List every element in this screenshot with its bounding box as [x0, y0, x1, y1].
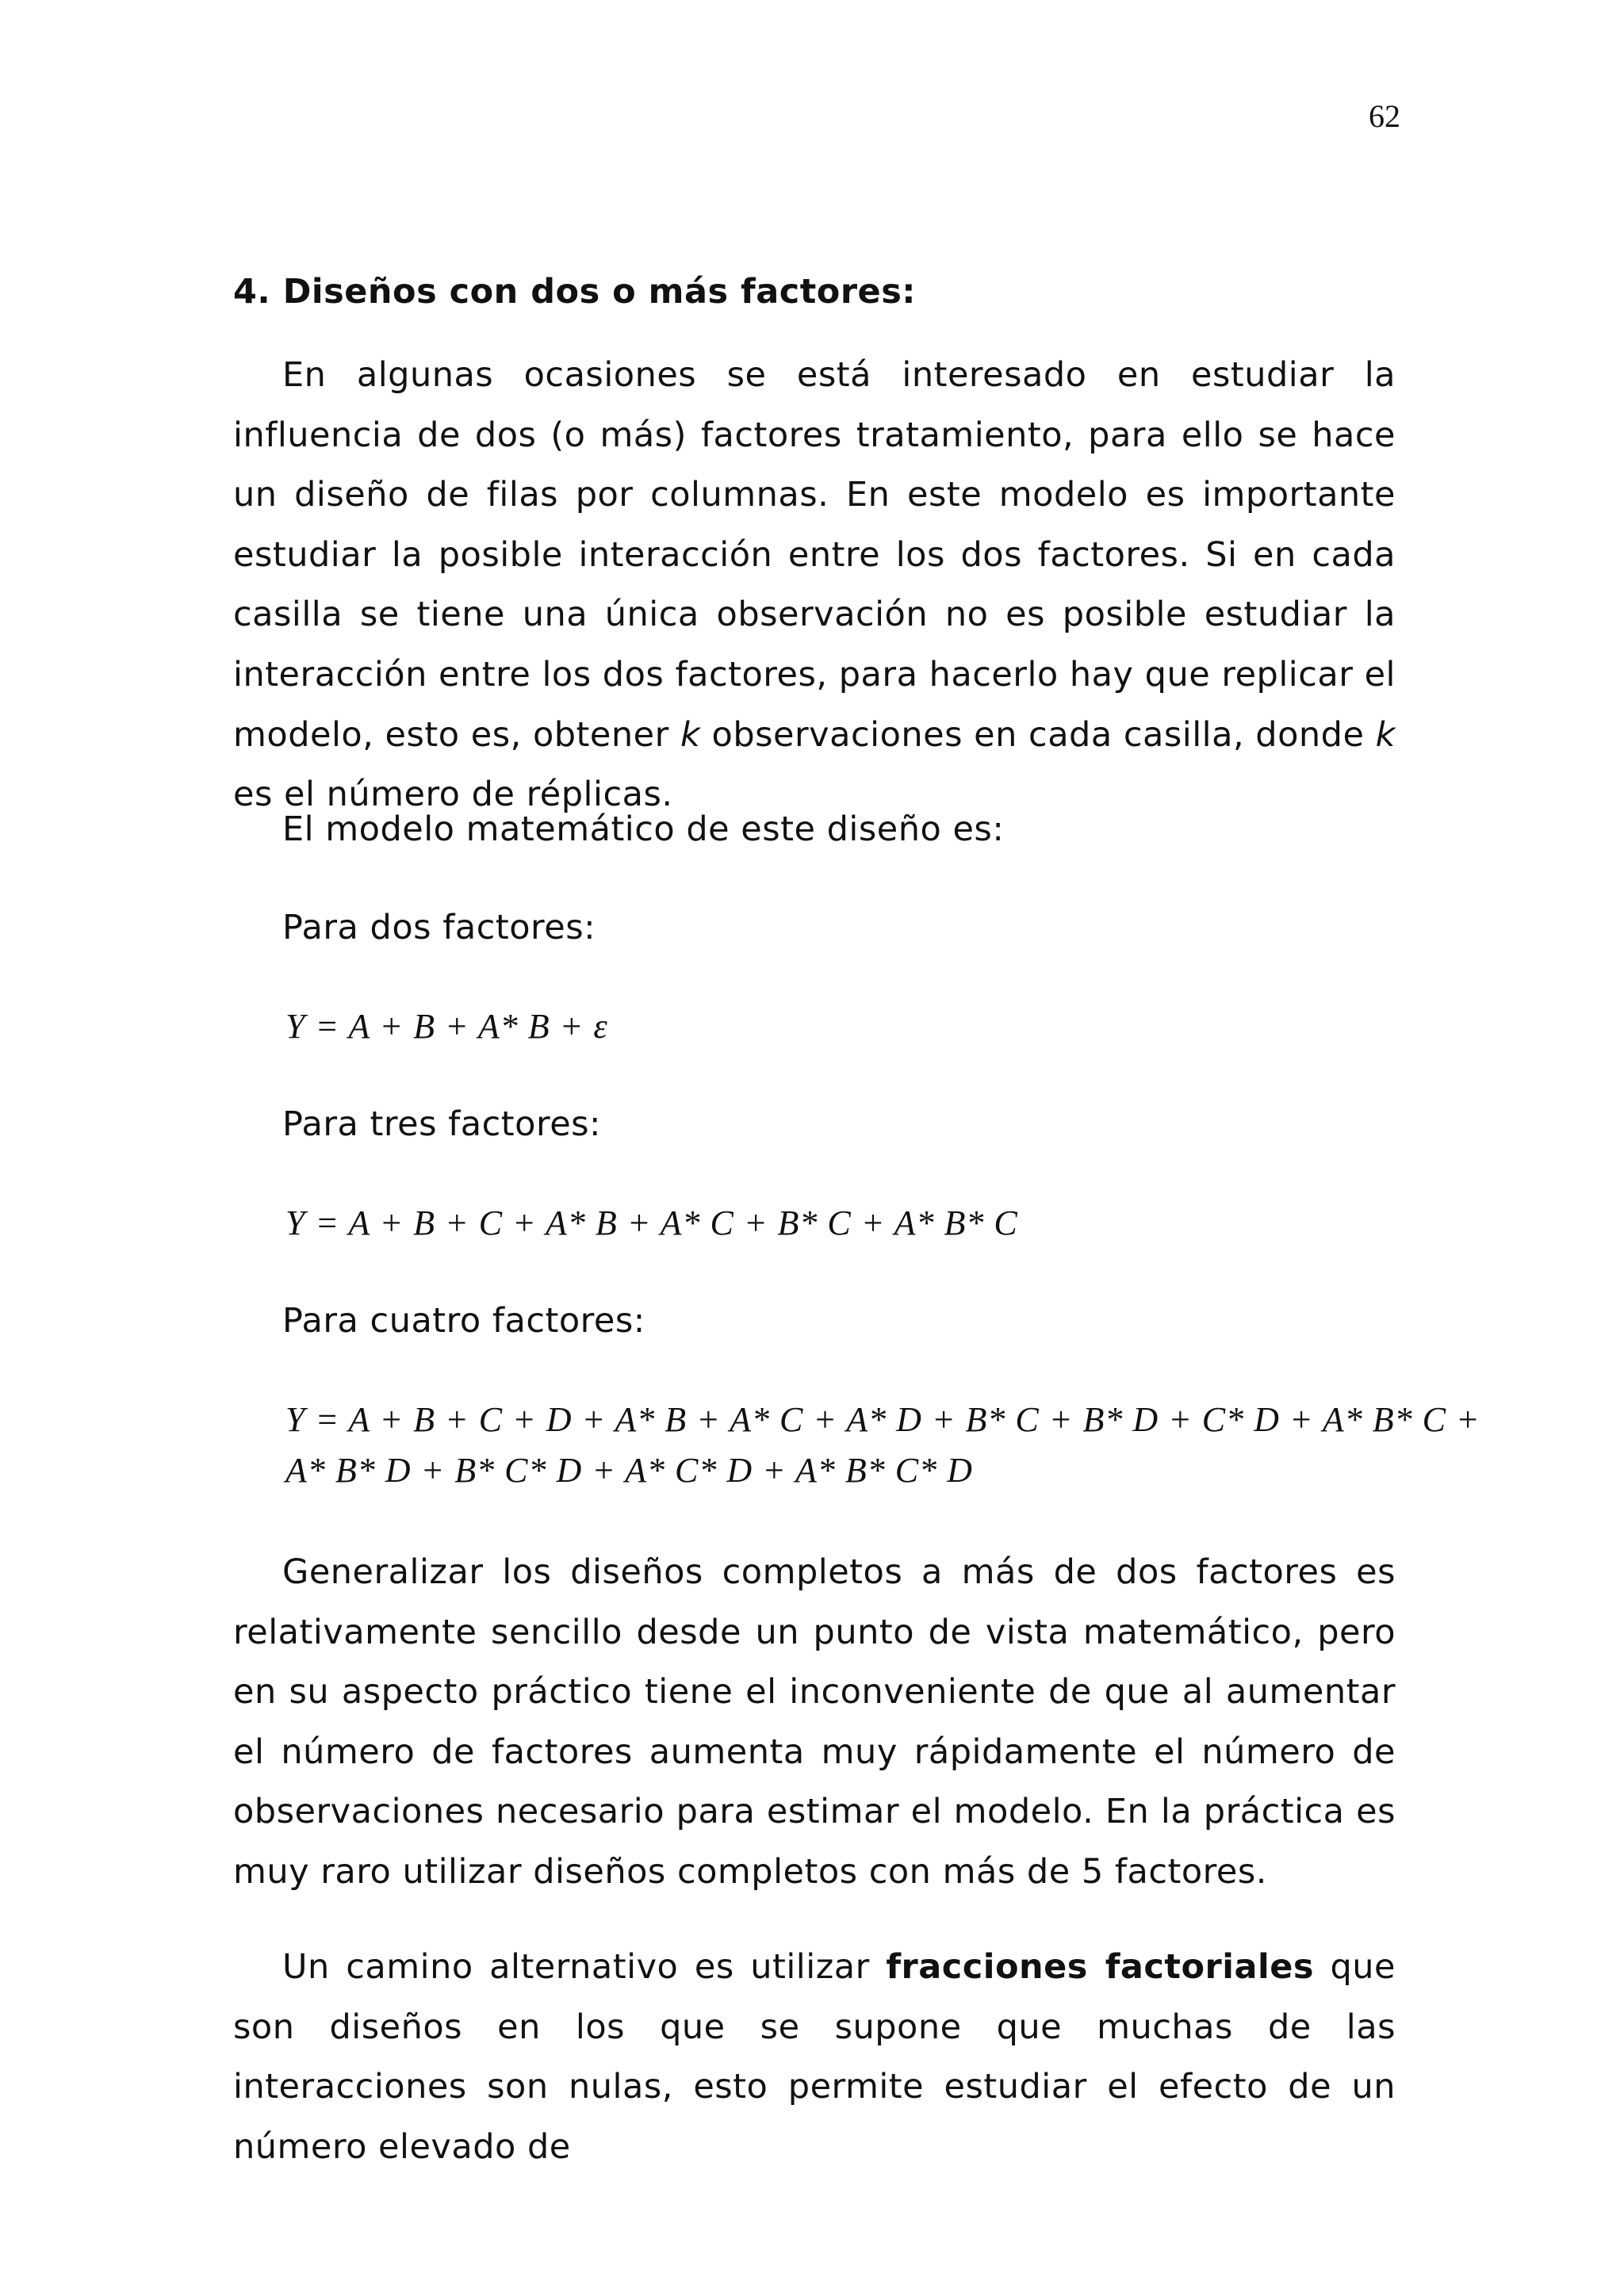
model-intro: El modelo matemático de este diseño es: — [282, 809, 1005, 849]
fractional-text-1: Un camino alternativo es utilizar — [282, 1947, 887, 1987]
three-factors-formula: Y = A + B + C + A* B + A* C + B* C + A* B* C — [285, 1203, 1018, 1242]
three-factors-label: Para tres factores: — [282, 1104, 602, 1144]
replicas-variable: k — [680, 714, 701, 755]
fractional-factorial-paragraph — [233, 1938, 1396, 2177]
four-factors-label: Para cuatro factores: — [282, 1301, 645, 1341]
intro-text-3: es el número de réplicas. — [233, 775, 673, 815]
generalization-paragraph: Generalizar los diseños completos a más de dos factores es relativamente sencillo desde un punto de vista matemático, pero en su aspecto práctico tiene el inconveniente de que al aumentar el número de factores aumenta muy rápidamente el número de observaciones necesario para estimar el modelo. En la práctica es muy raro utilizar diseños completos con más de 5 factores. — [233, 1552, 1396, 1892]
intro-text-1: En algunas ocasiones se está interesado en estudiar la influencia de dos (o más) factores tratamiento, para ello se hace un diseño de filas por columnas. En este modelo es importante estudiar la posible interacción entre los dos factores. Si en cada casilla se tiene una única observación no es posible estudiar la interacción entre los dos factores, para hacerlo hay que replicar el modelo, esto es, obtener — [233, 355, 1396, 755]
page-number: 62 — [1369, 98, 1400, 134]
four-factors-formula-line-2: A* B* D + B* C* D + A* C* D + A* B* C* D — [285, 1451, 973, 1490]
intro-paragraph — [233, 346, 1396, 825]
section-heading: 4. Diseños con dos o más factores: — [233, 272, 917, 312]
four-factors-formula-line-1: Y = A + B + C + D + A* B + A* C + A* D + B* C + B* D + C* D + A* B* C + — [285, 1400, 1480, 1439]
replicas-variable: k — [1375, 714, 1396, 755]
intro-text-2: observaciones en cada casilla, donde — [700, 714, 1376, 755]
two-factors-label: Para dos factores: — [282, 908, 596, 947]
two-factors-formula: Y = A + B + A* B + ε — [285, 1007, 608, 1046]
fractional-text-2: que son diseños en los que se supone que muchas de las interacciones son nulas, esto permite estudiar el efecto de un número elevado de — [233, 1947, 1396, 2167]
fractional-factorial-term: fracciones factoriales — [886, 1947, 1314, 1987]
